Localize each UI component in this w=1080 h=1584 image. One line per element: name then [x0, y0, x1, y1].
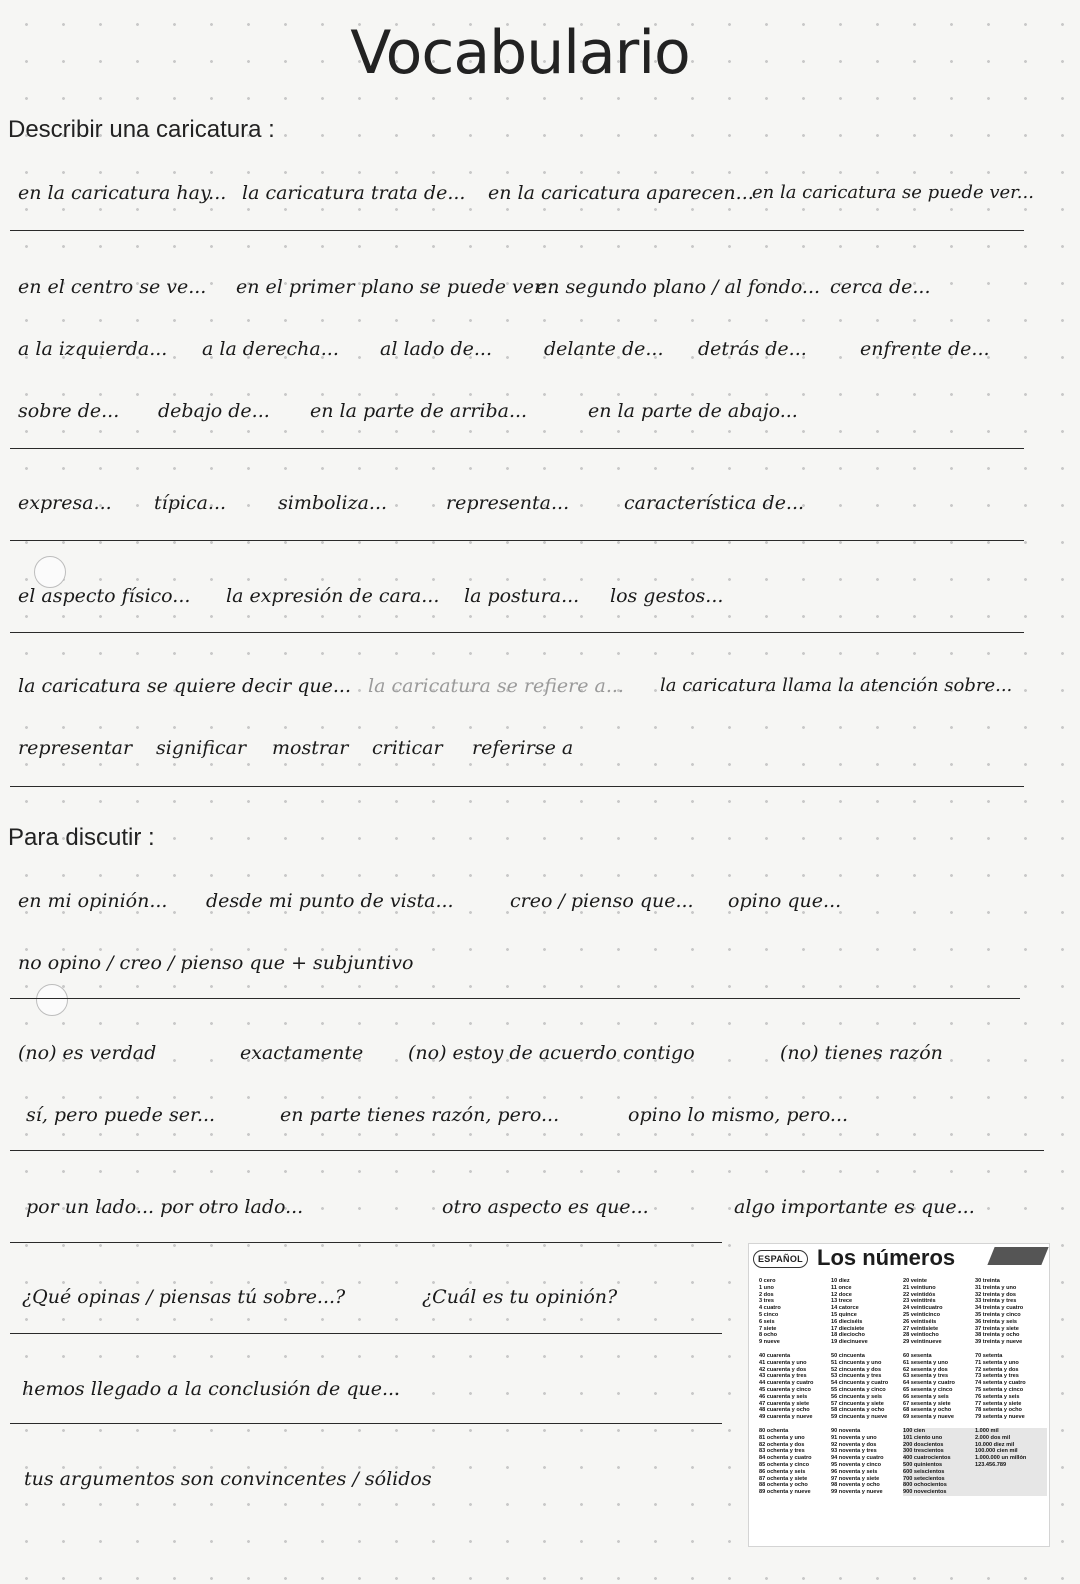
number-entry: 76 setenta y seis — [975, 1393, 1020, 1400]
number-entry: 6 seis — [759, 1318, 775, 1325]
number-entry: 12 doce — [831, 1291, 852, 1298]
number-entry: 29 veintinueve — [903, 1339, 942, 1346]
language-badge: ESPAÑOL — [753, 1250, 808, 1268]
phrase: creo / pienso que... — [510, 890, 694, 912]
phrase: por un lado... por otro lado... — [26, 1196, 304, 1218]
number-entry: 31 treinta y uno — [975, 1284, 1017, 1291]
number-entry: 0 cero — [759, 1278, 776, 1284]
phrase: en mi opinión... — [18, 890, 168, 912]
phrase-row — [0, 675, 1080, 715]
number-entry: 4 cuatro — [759, 1305, 781, 1312]
phrase: en el centro se ve... — [18, 276, 207, 298]
number-entry: 58 cincuenta y ocho — [831, 1407, 885, 1414]
number-entry: 200 doscientos — [903, 1441, 944, 1448]
number-entry: 400 cuatrocientos — [903, 1455, 951, 1462]
number-entry: 94 noventa y cuatro — [831, 1455, 884, 1462]
phrase: enfrente de... — [860, 338, 990, 360]
number-entry: 82 ochenta y dos — [759, 1441, 805, 1448]
phrase-row — [0, 492, 1080, 532]
divider-line — [10, 448, 1024, 449]
phrase: en segundo plano / al fondo... — [536, 276, 821, 298]
phrase: sobre de... — [18, 400, 120, 422]
phrase: algo importante es que... — [734, 1196, 975, 1218]
phrase: debajo de... — [158, 400, 270, 422]
number-entry: 35 treinta y cinco — [975, 1311, 1021, 1318]
phrase: opino lo mismo, pero... — [628, 1104, 849, 1126]
phrase-row — [0, 338, 1080, 378]
number-block — [975, 1278, 1047, 1346]
phrase: la postura... — [464, 585, 580, 607]
divider-line — [10, 632, 1024, 633]
number-entry: 52 cincuenta y dos — [831, 1366, 882, 1373]
number-entry: 19 diecinueve — [831, 1339, 868, 1346]
number-entry: 78 setenta y ocho — [975, 1407, 1022, 1414]
number-entry: 69 sesenta y nueve — [903, 1414, 954, 1421]
phrase-row — [0, 276, 1080, 316]
number-entry: 99 noventa y nueve — [831, 1489, 883, 1496]
number-entry: 43 cuarenta y tres — [759, 1373, 807, 1380]
phrase: (no) estoy de acuerdo contigo — [408, 1042, 695, 1064]
phrase: detrás de... — [698, 338, 807, 360]
phrase: a la derecha... — [202, 338, 339, 360]
number-entry: 38 treinta y ocho — [975, 1332, 1020, 1339]
number-entry: 80 ochenta — [759, 1427, 789, 1434]
phrase: el aspecto físico... — [18, 585, 191, 607]
phrase-row — [0, 1042, 1080, 1082]
number-block — [759, 1428, 831, 1496]
number-entry: 73 setenta y tres — [975, 1373, 1019, 1380]
phrase: cerca de... — [830, 276, 931, 298]
number-entry: 79 setenta y nueve — [975, 1414, 1025, 1421]
phrase: ¿Qué opinas / piensas tú sobre...? — [22, 1286, 346, 1308]
numbers-card-header — [749, 1244, 1049, 1274]
divider-line — [10, 540, 1024, 541]
number-entry: 1.000.000 un millón — [975, 1455, 1027, 1462]
divider-line — [10, 998, 1020, 999]
number-entry: 37 treinta y siete — [975, 1325, 1019, 1332]
phrase: criticar — [372, 737, 443, 759]
number-entry: 14 catorce — [831, 1305, 859, 1312]
numbers-grid — [759, 1278, 1047, 1496]
number-block — [759, 1278, 831, 1346]
number-entry: 70 setenta — [975, 1352, 1003, 1359]
phrase: delante de... — [544, 338, 664, 360]
number-entry: 700 setecientos — [903, 1475, 945, 1482]
number-entry: 30 treinta — [975, 1278, 1000, 1284]
number-entry: 8 ocho — [759, 1332, 778, 1339]
number-entry: 7 siete — [759, 1325, 777, 1332]
number-entry: 39 treinta y nueve — [975, 1339, 1023, 1346]
phrase: desde mi punto de vista... — [206, 890, 454, 912]
divider-line — [10, 786, 1024, 787]
phrase-row — [0, 952, 1080, 992]
phrase-row — [0, 890, 1080, 930]
phrase-row — [0, 585, 1080, 625]
number-entry: 48 cuarenta y ocho — [759, 1407, 810, 1414]
phrase: hemos llegado a la conclusión de que... — [22, 1378, 401, 1400]
number-entry: 74 setenta y cuatro — [975, 1380, 1026, 1387]
number-entry: 25 veinticinco — [903, 1311, 940, 1318]
phrase: al lado de... — [380, 338, 493, 360]
number-entry: 41 cuarenta y uno — [759, 1359, 807, 1366]
number-entry: 49 cuarenta y nueve — [759, 1414, 813, 1421]
number-entry: 2.000 dos mil — [975, 1434, 1011, 1441]
number-entry: 81 ochenta y uno — [759, 1434, 805, 1441]
number-entry: 600 seiscientos — [903, 1468, 945, 1475]
flag-icon — [987, 1247, 1048, 1265]
number-entry: 36 treinta y seis — [975, 1318, 1017, 1325]
number-entry: 92 noventa y dos — [831, 1441, 877, 1448]
phrase: la caricatura llama la atención sobre... — [660, 675, 1013, 696]
phrase: a la izquierda... — [18, 338, 168, 360]
number-entry: 26 veintiséis — [903, 1318, 937, 1325]
number-block — [831, 1428, 903, 1496]
punch-hole — [34, 556, 66, 588]
number-entry: 2 dos — [759, 1291, 774, 1298]
number-entry: 88 ochenta y ocho — [759, 1482, 808, 1489]
number-entry: 900 novecientos — [903, 1489, 947, 1496]
phrase: la expresión de cara... — [226, 585, 440, 607]
number-entry: 33 treinta y tres — [975, 1298, 1017, 1305]
number-entry: 10 diez — [831, 1278, 850, 1284]
number-entry: 62 sesenta y dos — [903, 1366, 948, 1373]
number-entry: 5 cinco — [759, 1311, 779, 1318]
number-entry: 95 noventa y cinco — [831, 1461, 882, 1468]
number-entry: 16 dieciséis — [831, 1318, 863, 1325]
phrase: representa... — [446, 492, 570, 514]
number-entry: 15 quince — [831, 1311, 857, 1318]
phrase: en el primer plano se puede ver... — [236, 276, 560, 298]
number-entry: 84 ochenta y cuatro — [759, 1455, 812, 1462]
number-entry: 56 cincuenta y seis — [831, 1393, 882, 1400]
number-entry: 17 diecisiete — [831, 1325, 865, 1332]
number-entry: 800 ochocientos — [903, 1482, 947, 1489]
phrase: mostrar — [272, 737, 349, 759]
phrase-row — [0, 1104, 1080, 1144]
number-entry: 45 cuarenta y cinco — [759, 1386, 811, 1393]
number-entry: 3 tres — [759, 1298, 774, 1305]
number-entry: 47 cuarenta y siete — [759, 1400, 810, 1407]
number-entry: 44 cuarenta y cuatro — [759, 1380, 814, 1387]
number-block — [903, 1353, 975, 1421]
phrase-row — [0, 182, 1080, 222]
number-entry: 100.000 cien mil — [975, 1448, 1018, 1455]
number-entry: 27 veintisiete — [903, 1325, 939, 1332]
number-entry: 18 dieciocho — [831, 1332, 865, 1339]
number-block — [831, 1353, 903, 1421]
phrase: no opino / creo / pienso que + subjuntivo — [18, 952, 414, 974]
phrase: representar — [18, 737, 133, 759]
number-entry: 64 sesenta y cuatro — [903, 1380, 955, 1387]
phrase: la caricatura se refiere a... — [368, 675, 624, 697]
phrase: simboliza... — [278, 492, 388, 514]
number-entry: 96 noventa y seis — [831, 1468, 878, 1475]
number-entry: 66 sesenta y seis — [903, 1393, 949, 1400]
number-entry: 77 setenta y siete — [975, 1400, 1022, 1407]
number-entry: 46 cuarenta y seis — [759, 1393, 808, 1400]
number-entry: 20 veinte — [903, 1278, 927, 1284]
number-entry: 57 cincuenta y siete — [831, 1400, 884, 1407]
number-entry: 65 sesenta y cinco — [903, 1386, 953, 1393]
number-entry: 500 quinientos — [903, 1461, 943, 1468]
number-entry: 51 cincuenta y uno — [831, 1359, 882, 1366]
phrase: (no) es verdad — [18, 1042, 157, 1064]
number-entry: 71 setenta y uno — [975, 1359, 1019, 1366]
number-entry: 86 ochenta y seis — [759, 1468, 806, 1475]
number-entry: 87 ochenta y siete — [759, 1475, 808, 1482]
number-entry: 32 treinta y dos — [975, 1291, 1017, 1298]
number-entry: 67 sesenta y siete — [903, 1400, 951, 1407]
number-entry: 28 veintiocho — [903, 1332, 939, 1339]
number-block — [975, 1428, 1047, 1496]
number-entry: 98 noventa y ocho — [831, 1482, 880, 1489]
phrase: en la caricatura hay... — [18, 182, 227, 204]
number-entry: 23 veintitrés — [903, 1298, 936, 1305]
phrase: en la parte de arriba... — [310, 400, 528, 422]
phrase: otro aspecto es que... — [442, 1196, 649, 1218]
phrase: en la parte de abajo... — [588, 400, 798, 422]
phrase: en parte tienes razón, pero... — [280, 1104, 560, 1126]
section-heading-describir: Describir una caricatura : — [8, 116, 275, 143]
number-entry: 11 once — [831, 1284, 852, 1291]
number-entry: 50 cincuenta — [831, 1352, 865, 1359]
number-entry: 42 cuarenta y dos — [759, 1366, 807, 1373]
number-entry: 91 noventa y uno — [831, 1434, 877, 1441]
punch-hole — [36, 984, 68, 1016]
divider-line — [10, 230, 1024, 231]
number-entry: 63 sesenta y tres — [903, 1373, 949, 1380]
number-entry: 34 treinta y cuatro — [975, 1305, 1024, 1312]
phrase-row — [0, 400, 1080, 440]
divider-line — [10, 1242, 722, 1243]
number-entry: 1 uno — [759, 1284, 774, 1291]
phrase: en la caricatura aparecen... — [488, 182, 754, 204]
phrase: típica... — [154, 492, 227, 514]
number-entry: 100 cien — [903, 1427, 926, 1434]
number-entry: 75 setenta y cinco — [975, 1386, 1024, 1393]
number-entry: 123.456.789 — [975, 1461, 1007, 1468]
number-entry: 55 cincuenta y cinco — [831, 1386, 886, 1393]
divider-line — [10, 1333, 722, 1334]
number-entry: 89 ochenta y nueve — [759, 1489, 811, 1496]
number-entry: 9 nueve — [759, 1339, 780, 1346]
phrase: referirse a — [472, 737, 574, 759]
phrase: en la caricatura se puede ver... — [752, 182, 1034, 203]
phrase: (no) tienes razón — [780, 1042, 943, 1064]
phrase: característica de... — [624, 492, 805, 514]
number-entry: 13 trece — [831, 1298, 853, 1305]
phrase: la caricatura se quiere decir que... — [18, 675, 351, 697]
number-entry: 54 cincuenta y cuatro — [831, 1380, 889, 1387]
number-entry: 85 ochenta y cinco — [759, 1461, 810, 1468]
number-entry: 22 veintidós — [903, 1291, 936, 1298]
number-entry: 59 cincuenta y nueve — [831, 1414, 888, 1421]
page-title: Vocabulario — [350, 18, 690, 88]
phrase: expresa... — [18, 492, 112, 514]
number-entry: 24 veinticuatro — [903, 1305, 943, 1312]
phrase: ¿Cuál es tu opinión? — [422, 1286, 618, 1308]
number-block — [759, 1353, 831, 1421]
number-entry: 97 noventa y siete — [831, 1475, 880, 1482]
number-entry: 40 cuarenta — [759, 1352, 791, 1359]
number-block — [903, 1428, 975, 1496]
number-entry: 101 ciento uno — [903, 1434, 943, 1441]
number-entry: 10.000 diez mil — [975, 1441, 1015, 1448]
number-entry: 68 sesenta y ocho — [903, 1407, 952, 1414]
number-entry: 1.000 mil — [975, 1427, 999, 1434]
divider-line — [10, 1423, 722, 1424]
phrase: sí, pero puede ser... — [26, 1104, 216, 1126]
number-entry: 72 setenta y dos — [975, 1366, 1019, 1373]
phrase: tus argumentos son convincentes / sólidos — [24, 1468, 432, 1490]
number-entry: 83 ochenta y tres — [759, 1448, 805, 1455]
divider-line — [10, 1150, 1044, 1151]
number-entry: 90 noventa — [831, 1427, 861, 1434]
number-block — [831, 1278, 903, 1346]
numbers-card-title: Los números — [817, 1245, 956, 1270]
number-entry: 93 noventa y tres — [831, 1448, 877, 1455]
phrase-row — [0, 1196, 1080, 1236]
phrase: los gestos... — [610, 585, 724, 607]
phrase: exactamente — [240, 1042, 364, 1064]
numbers-card — [748, 1243, 1050, 1547]
number-entry: 300 trescientos — [903, 1448, 944, 1455]
section-heading-discutir: Para discutir : — [8, 824, 155, 851]
number-entry: 53 cincuenta y tres — [831, 1373, 882, 1380]
number-entry: 21 veintiuno — [903, 1284, 936, 1291]
phrase: la caricatura trata de... — [242, 182, 466, 204]
number-block — [903, 1278, 975, 1346]
phrase-row — [0, 737, 1080, 777]
number-block — [975, 1353, 1047, 1421]
phrase: significar — [156, 737, 247, 759]
number-entry: 60 sesenta — [903, 1352, 932, 1359]
phrase: opino que... — [728, 890, 842, 912]
number-entry: 61 sesenta y uno — [903, 1359, 949, 1366]
